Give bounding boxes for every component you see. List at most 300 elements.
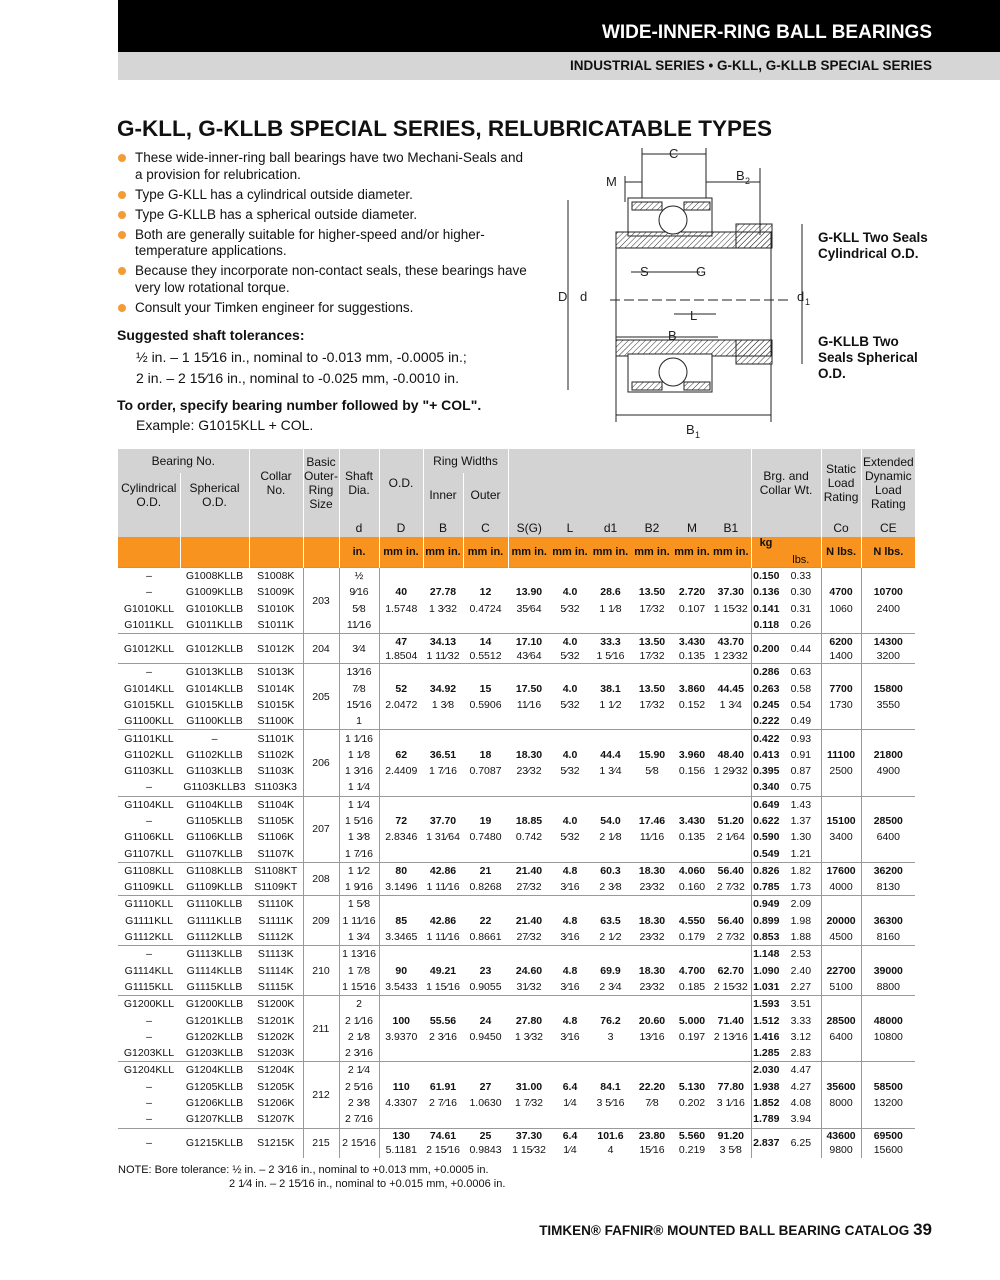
dim-in: 1 23⁄32 <box>713 649 748 662</box>
table-cell: 3⁄4 <box>339 634 379 664</box>
table-cell: G1015KLL <box>123 698 175 711</box>
table-cell: S1111K <box>258 914 294 927</box>
table-cell <box>463 634 508 664</box>
table-cell: G1110KLLB <box>180 896 249 913</box>
table-cell: 1 1⁄4 <box>339 779 379 796</box>
table-cell <box>463 730 508 747</box>
dim-mm: 33.3 <box>600 635 621 648</box>
unit: mm in. <box>590 537 631 568</box>
table-cell <box>423 1111 463 1128</box>
table-cell: 1 3⁄4 <box>339 929 379 946</box>
table-cell: 1 1⁄8 <box>339 747 379 763</box>
table-cell: 63.5 <box>600 914 621 927</box>
rating-n: 43600 <box>826 1130 856 1143</box>
table-cell: 27 <box>479 1080 492 1093</box>
table-cell: 4.27 <box>790 1080 812 1093</box>
table-cell: 1 3⁄16 <box>339 763 379 779</box>
table-cell <box>423 617 463 634</box>
table-cell: 8130 <box>861 879 915 896</box>
table-cell: 2 3⁄16 <box>428 1030 458 1043</box>
table-cell: 0.742 <box>515 831 543 844</box>
table-cell <box>379 946 423 963</box>
table-cell: 17⁄32 <box>639 602 665 615</box>
table-cell: 44.45 <box>717 682 744 695</box>
table-cell <box>508 568 550 585</box>
table-cell: 0.340 <box>751 779 781 796</box>
table-cell: 85 <box>379 913 423 929</box>
dim-mm: 13.50 <box>638 635 666 648</box>
outer-ring-size: 211 <box>303 996 339 1062</box>
table-cell: G1207KLLB <box>185 1113 244 1126</box>
table-cell: G1102KLL <box>124 748 174 761</box>
table-cell: 1⁄4 <box>563 1097 577 1110</box>
table-cell <box>590 796 631 813</box>
table-cell <box>673 1111 711 1128</box>
dim-mm: 4.0 <box>562 635 578 648</box>
table-cell: S1013K <box>249 664 303 681</box>
table-cell <box>423 845 463 862</box>
table-cell: G1106KLLB <box>186 831 243 844</box>
table-cell <box>590 896 631 913</box>
table-cell: 2 1⁄64 <box>716 831 745 844</box>
table-cell: 3 <box>607 1030 614 1043</box>
table-cell: G1109KLLB <box>186 881 243 894</box>
table-cell: 55.56 <box>429 1014 457 1027</box>
table-row <box>118 796 915 813</box>
table-cell: G1112KLLB <box>186 931 243 944</box>
feature-item: Because they incorporate non-contact seals, these bearings have very low rotational torque. <box>117 263 527 296</box>
table-cell <box>821 896 861 913</box>
table-cell: 39000 <box>861 963 915 979</box>
table-cell: G1107KLLB <box>186 847 243 860</box>
unit: N lbs. <box>861 537 915 568</box>
table-cell <box>379 568 423 585</box>
dim-in: 1⁄4 <box>563 1144 577 1157</box>
table-cell <box>861 1062 915 1079</box>
table-cell: 0.30 <box>790 586 812 599</box>
table-cell <box>590 1062 631 1079</box>
table-cell: 4.0 <box>562 815 578 827</box>
table-cell: 1.416 <box>751 1029 781 1045</box>
note-line: 2 1⁄4 in. – 2 15⁄16 in., nominal to +0.015 mm, +0.0006 in. <box>229 1178 506 1190</box>
feature-item: Type G-KLL has a cylindrical outside diameter. <box>117 187 527 204</box>
table-cell <box>673 996 711 1013</box>
table-cell <box>673 634 711 664</box>
table-cell <box>711 1111 751 1128</box>
sym: Co <box>821 517 861 537</box>
table-cell: 1.43 <box>781 796 821 813</box>
table-cell: 18 <box>479 748 492 761</box>
table-cell: 5⁄32 <box>560 698 580 711</box>
table-cell: 1 11⁄16 <box>426 881 460 894</box>
table-cell: 0.160 <box>678 881 706 894</box>
dim-mm: 37.30 <box>515 1130 543 1143</box>
table-cell <box>550 946 590 963</box>
table-cell <box>508 1111 550 1128</box>
table-cell: 4.8 <box>562 964 578 977</box>
dim-c-label: C <box>669 146 679 161</box>
table-cell: 71.40 <box>717 1014 744 1027</box>
table-cell <box>423 896 463 913</box>
table-cell: 28.6 <box>600 586 621 599</box>
table-cell: 15⁄16 <box>339 697 379 713</box>
table-cell: 7⁄8 <box>339 680 379 696</box>
table-cell <box>711 634 751 664</box>
table-cell: G1008KLLB <box>180 568 249 585</box>
table-cell: 0.8661 <box>469 931 502 944</box>
table-cell <box>631 779 673 796</box>
table-cell: 4000 <box>821 879 861 896</box>
table-cell: G1203KLLB <box>185 1047 244 1060</box>
table-cell: S1010K <box>257 602 295 615</box>
table-cell <box>379 1128 423 1158</box>
table-cell: G1014KLLB <box>185 682 244 695</box>
table-cell: G1100KLLB <box>186 715 243 728</box>
outer-ring-size: 215 <box>303 1128 339 1158</box>
table-cell: 0.63 <box>781 664 821 681</box>
table-row <box>118 829 915 845</box>
table-cell: G1111KLLB <box>187 914 242 927</box>
table-cell: G1201KLLB <box>185 1014 244 1027</box>
table-row <box>118 713 915 730</box>
table-cell: S1113K <box>249 946 303 963</box>
table-cell: 52 <box>379 680 423 696</box>
col-weight: Brg. and Collar Wt. <box>751 449 821 517</box>
table-cell: 13200 <box>861 1095 915 1111</box>
table-cell: G1205KLLB <box>185 1080 244 1093</box>
table-cell: 3.860 <box>678 682 706 695</box>
dim-m-label: M <box>606 174 617 189</box>
dim-b1-sub: 1 <box>695 430 701 440</box>
table-cell <box>631 1062 673 1079</box>
table-cell: 4.8 <box>562 914 578 927</box>
table-cell: 76.2 <box>600 1014 621 1027</box>
dim-d1-label: d <box>797 289 805 304</box>
table-cell: G1200KLL <box>118 996 180 1013</box>
table-cell: 0.197 <box>678 1030 706 1043</box>
table-cell: 4.0 <box>562 682 578 695</box>
table-cell: 0.54 <box>790 698 812 711</box>
dim-mm: 17.10 <box>515 635 543 648</box>
table-cell: 10800 <box>861 1029 915 1045</box>
table-cell: 3.51 <box>781 996 821 1013</box>
table-cell: – <box>146 1097 152 1110</box>
table-cell: 2500 <box>821 763 861 779</box>
table-cell: S1103K3 <box>254 781 297 794</box>
table-cell: 0.44 <box>781 634 821 664</box>
feature-item: Both are generally suitable for higher-speed and/or higher-temperature applications. <box>117 227 527 260</box>
table-cell: 35⁄64 <box>516 602 542 615</box>
unit: mm in. <box>463 537 508 568</box>
table-cell <box>508 664 550 681</box>
table-cell: 0.26 <box>790 619 812 632</box>
table-cell <box>673 946 711 963</box>
table-cell <box>711 996 751 1013</box>
table-cell: 3⁄16 <box>560 1030 580 1043</box>
table-cell <box>463 1128 508 1158</box>
table-cell <box>821 617 861 634</box>
table-cell <box>631 617 673 634</box>
table-cell: 24.60 <box>515 964 543 977</box>
dim-in: 0.9843 <box>469 1144 502 1157</box>
order-example: Example: G1015KLL + COL. <box>136 417 314 433</box>
table-cell: 4700 <box>821 584 861 600</box>
table-cell: S1215K <box>249 1128 303 1158</box>
page-footer <box>539 1220 932 1240</box>
table-cell <box>590 779 631 796</box>
table-cell <box>673 896 711 913</box>
table-cell: 0.31 <box>790 602 812 615</box>
sym: CE <box>861 517 915 537</box>
table-row <box>118 1128 915 1158</box>
rating-n: 69500 <box>873 1130 903 1143</box>
table-cell: 5⁄32 <box>560 602 580 615</box>
table-cell: 1 3⁄4 <box>719 698 742 711</box>
table-cell: 0.245 <box>751 697 781 713</box>
table-cell: – <box>118 568 180 585</box>
table-cell <box>550 796 590 813</box>
table-row <box>118 568 915 585</box>
table-cell <box>423 1128 463 1158</box>
table-cell: 15800 <box>861 680 915 696</box>
table-cell: 0.152 <box>678 698 706 711</box>
table-cell: 2.837 <box>751 1128 781 1158</box>
table-cell: 1 31⁄64 <box>426 831 460 844</box>
table-row <box>118 996 915 1013</box>
table-cell: 62 <box>379 747 423 763</box>
table-cell <box>711 713 751 730</box>
table-cell: 4900 <box>861 763 915 779</box>
table-cell <box>861 1128 915 1158</box>
table-cell: 3 5⁄16 <box>596 1097 625 1110</box>
table-cell: 23⁄32 <box>639 881 665 894</box>
table-cell: 13.50 <box>638 586 666 599</box>
table-row <box>118 879 915 896</box>
table-cell <box>508 779 550 796</box>
table-cell: S1014K <box>257 682 295 695</box>
col-collar: Collar No. <box>249 449 303 517</box>
table-cell: 2 1⁄4 <box>339 1062 379 1079</box>
col-dynamic: Extended Dynamic Load Rating <box>861 449 915 517</box>
table-cell <box>463 1111 508 1128</box>
table-cell: 18.30 <box>515 748 543 761</box>
table-cell <box>821 568 861 585</box>
table-cell: 2 1⁄8 <box>599 831 622 844</box>
dim-s-label: S <box>640 264 649 279</box>
table-cell <box>673 568 711 585</box>
table-cell: 0.185 <box>678 980 706 993</box>
table-row <box>118 730 915 747</box>
table-cell <box>550 664 590 681</box>
table-cell: 21800 <box>861 747 915 763</box>
dim-mm: 130 <box>392 1130 411 1143</box>
table-cell: 1.88 <box>790 931 812 944</box>
table-cell <box>423 796 463 813</box>
table-cell: 36200 <box>861 862 915 879</box>
table-cell: 13⁄16 <box>339 664 379 681</box>
table-cell <box>423 1062 463 1079</box>
table-cell <box>508 1062 550 1079</box>
table-cell: 0.93 <box>781 730 821 747</box>
table-cell: 15100 <box>821 813 861 829</box>
table-cell: 8000 <box>821 1095 861 1111</box>
table-cell: 23 <box>479 964 492 977</box>
table-cell <box>463 1062 508 1079</box>
table-cell: 1 15⁄16 <box>426 980 460 993</box>
table-cell: 2.83 <box>790 1047 812 1060</box>
table-cell <box>590 946 631 963</box>
table-cell: 1.5748 <box>379 601 423 617</box>
dim-g-label: G <box>696 264 707 279</box>
sym: d <box>339 517 379 537</box>
table-cell: 3.12 <box>790 1030 812 1043</box>
table-cell: S1200K <box>249 996 303 1013</box>
table-cell <box>673 617 711 634</box>
table-cell <box>379 634 423 664</box>
table-cell: 3.1496 <box>379 879 423 896</box>
dim-b-label: B <box>668 328 677 343</box>
table-cell: S1105K <box>257 815 295 827</box>
table-cell: 22 <box>479 914 492 927</box>
table-cell: G1102KLLB <box>186 748 243 761</box>
table-cell: 5⁄32 <box>560 831 580 844</box>
table-cell: 27⁄32 <box>516 881 542 894</box>
feature-item: Type G-KLLB has a spherical outside diameter. <box>117 207 527 224</box>
table-cell: 23⁄32 <box>639 980 665 993</box>
table-cell: 0.395 <box>751 763 781 779</box>
rating-lbs: 1400 <box>829 649 853 662</box>
feature-item: These wide-inner-ring ball bearings have two Mechani-Seals and a provision for relubrication. <box>117 150 527 183</box>
table-cell <box>508 730 550 747</box>
table-cell: 0.7480 <box>469 831 502 844</box>
table-cell <box>463 996 508 1013</box>
sym: D <box>379 517 423 537</box>
dim-in: 3 5⁄8 <box>719 1144 742 1157</box>
table-cell: 42.86 <box>423 862 463 879</box>
table-cell: 2.09 <box>781 896 821 913</box>
table-cell: 21 <box>463 862 508 879</box>
table-row <box>118 584 915 600</box>
table-cell: 2 13⁄16 <box>713 1030 748 1043</box>
table-cell: G1204KLL <box>118 1062 180 1079</box>
table-cell: – <box>118 946 180 963</box>
table-cell <box>463 1045 508 1062</box>
table-cell <box>711 1045 751 1062</box>
table-cell: 1.21 <box>790 847 812 860</box>
table-cell: 3400 <box>821 829 861 845</box>
table-cell <box>711 664 751 681</box>
table-cell: 2 7⁄32 <box>716 881 745 894</box>
table-cell <box>861 568 915 585</box>
table-cell: 5.000 <box>678 1014 706 1027</box>
table-row <box>118 680 915 696</box>
table-cell: 28500 <box>821 1012 861 1028</box>
table-cell: S1103K <box>257 765 295 778</box>
bore-note <box>118 1163 505 1191</box>
table-cell: 0.156 <box>678 765 706 778</box>
table-cell: 1.593 <box>751 996 781 1013</box>
table-cell <box>590 617 631 634</box>
table-cell: 31⁄32 <box>516 980 542 993</box>
table-cell <box>508 996 550 1013</box>
table-cell <box>861 845 915 862</box>
table-cell: 18.85 <box>515 815 543 827</box>
table-cell: 3.9370 <box>379 1029 423 1045</box>
table-cell: 72 <box>379 813 423 829</box>
table-cell: 17.46 <box>638 815 666 827</box>
table-cell: 48000 <box>861 1012 915 1028</box>
table-row <box>118 1045 915 1062</box>
table-cell <box>379 617 423 634</box>
table-cell: 1.73 <box>790 881 812 894</box>
dim-in: 2 15⁄16 <box>426 1144 460 1157</box>
table-cell: 17.50 <box>515 682 543 695</box>
table-cell: 2 15⁄16 <box>339 1128 379 1158</box>
table-cell: 6.4 <box>562 1080 578 1093</box>
table-cell: 0.58 <box>790 682 812 695</box>
table-cell: 1 <box>339 713 379 730</box>
col-bearing-no: Bearing No. <box>118 449 249 473</box>
table-cell: 61.91 <box>429 1080 457 1093</box>
table-cell <box>423 634 463 664</box>
table-cell <box>711 730 751 747</box>
table-cell <box>590 1128 631 1158</box>
table-cell: 0.9450 <box>469 1030 502 1043</box>
table-cell: G1103KLL <box>124 765 174 778</box>
table-cell: G1114KLL <box>124 964 174 977</box>
table-cell: 0.785 <box>751 879 781 896</box>
callout-cylindrical: G-KLL Two Seals Cylindrical O.D. <box>818 230 928 261</box>
table-cell: 3.3465 <box>379 929 423 946</box>
table-cell <box>821 634 861 664</box>
table-cell: G1108KLLB <box>180 862 249 879</box>
table-cell: S1205K <box>257 1080 295 1093</box>
table-cell: 17⁄32 <box>639 698 665 711</box>
header-title: WIDE-INNER-RING BALL BEARINGS <box>118 0 1000 52</box>
table-row <box>118 979 915 996</box>
table-cell <box>821 845 861 862</box>
table-cell: G1015KLLB <box>185 698 244 711</box>
table-cell <box>861 730 915 747</box>
page-number: 39 <box>913 1220 932 1239</box>
table-cell: G1215KLLB <box>180 1128 249 1158</box>
table-cell: 0.135 <box>678 831 706 844</box>
col-cylindrical: Cylindrical O.D. <box>118 473 180 517</box>
col-basic: Basic Outer-Ring Size <box>303 449 339 517</box>
table-cell: S1104K <box>249 796 303 813</box>
table-cell: – <box>146 1080 152 1093</box>
table-cell: 0.263 <box>751 680 781 696</box>
table-cell: 23⁄32 <box>516 765 542 778</box>
table-cell: G1110KLL <box>118 896 180 913</box>
table-cell: 2.030 <box>751 1062 781 1079</box>
table-row <box>118 862 915 879</box>
outer-ring-size: 208 <box>303 862 339 896</box>
table-cell <box>463 896 508 913</box>
table-cell: 2.8346 <box>379 829 423 845</box>
table-cell: – <box>118 664 180 681</box>
table-cell: 1.285 <box>751 1045 781 1062</box>
table-cell: 0.549 <box>751 845 781 862</box>
table-cell: 1.148 <box>751 946 781 963</box>
table-cell: – <box>180 730 249 747</box>
table-cell: 4.8 <box>562 1014 578 1027</box>
table-cell <box>861 779 915 796</box>
table-cell: 0.8268 <box>469 881 502 894</box>
table-cell: 4.0 <box>562 748 578 761</box>
table-cell <box>711 896 751 913</box>
table-row <box>118 845 915 862</box>
